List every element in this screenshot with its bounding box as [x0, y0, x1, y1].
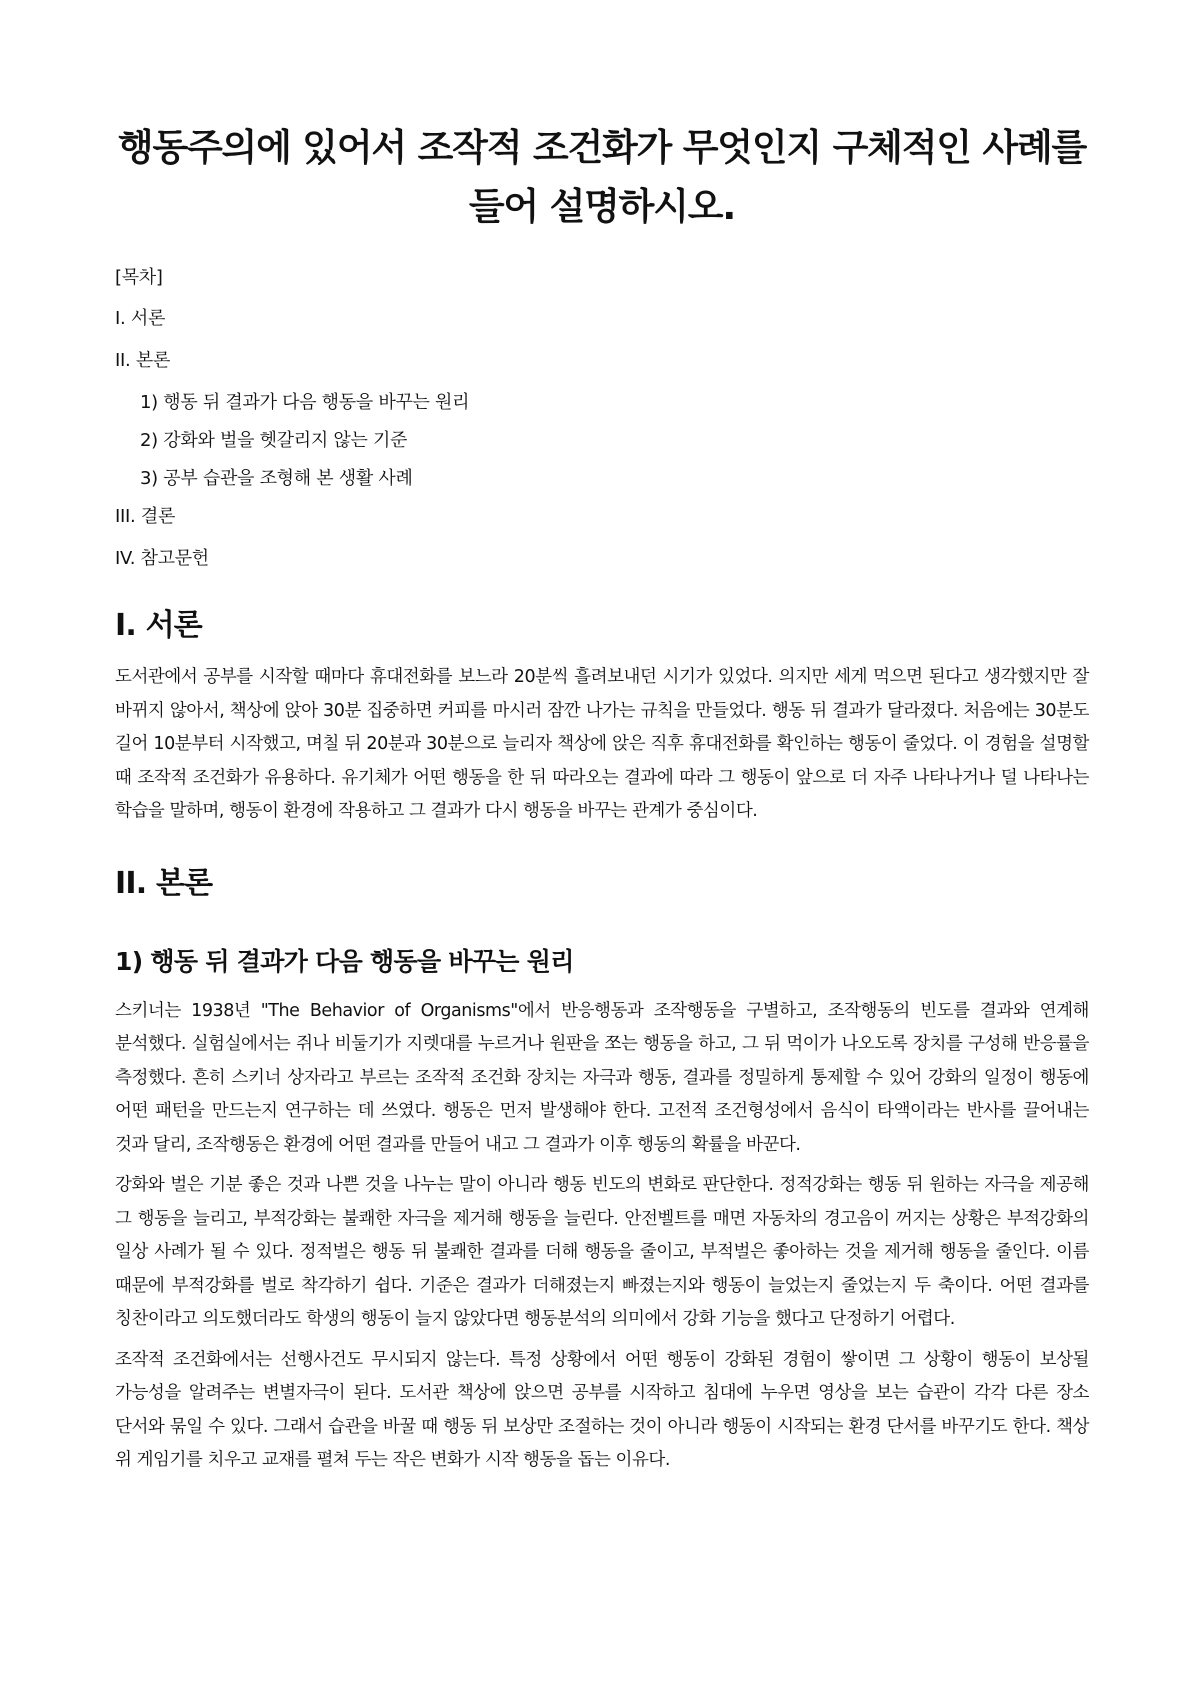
toc-item-conclusion: III. 결론 [115, 506, 176, 527]
toc-item-introduction: I. 서론 [115, 308, 166, 329]
toc-item-sub-1: 1) 행동 뒤 결과가 다음 행동을 바꾸는 원리 [140, 392, 470, 413]
body-paragraph-3: 조작적 조건화에서는 선행사건도 무시되지 않는다. 특정 상황에서 어떤 행동이 강화된 경험이 쌓이면 그 상황이 행동이 보상될 가능성을 알려주는 변별자극이 된다. 도서관 책상에 앉으면 공부를 시작하고 침대에 누우면 영상을 보는 습관이 각각 다른 장소 단서와 묶일 수 있다. 그래서 습관을 바꿀 때 행동 뒤 보상만 조절하는 것이 아니라 행동이 시작되는 환경 단서를 바꾸기도 한다. 책상 위 게임기를 치우고 교재를 펼쳐 두는 작은 변화가 시작 행동을 돕는 이유다. [115, 1349, 1089, 1470]
body-paragraph-1: 스키너는 1938년 "The Behavior of Organisms"에서 반응행동과 조작행동을 구별하고, 조작행동의 빈도를 결과와 연계해 분석했다. 실험실에서는 쥐나 비둘기가 지렛대를 누르거나 원판을 쪼는 행동을 하고, 그 뒤 먹이가 나오도록 장치를 구성해 반응률을 측정했다. 흔히 스키너 상자라고 부르는 조작적 조건화 장치는 자극과 행동, 결과를 정밀하게 통제할 수 있어 강화의 일정이 행동에 어떤 패턴을 만드는지 연구하는 데 쓰였다. 행동은 먼저 발생해야 한다. 고전적 조건형성에서 음식이 타액이라는 반사를 끌어내는 것과 달리, 조작행동은 환경에 어떤 결과를 만들어 내고 그 결과가 이후 행동의 확률을 바꾼다. [115, 1000, 1089, 1155]
subsection-heading-1: 1) 행동 뒤 결과가 다음 행동을 바꾸는 원리 [115, 946, 574, 976]
section-heading-main-body: II. 본론 [115, 865, 213, 901]
toc-item-sub-3: 3) 공부 습관을 조형해 본 생활 사례 [140, 468, 413, 489]
toc-item-references: IV. 참고문헌 [115, 548, 209, 569]
document-title: 행동주의에 있어서 조작적 조건화가 무엇인지 구체적인 사례를 들어 설명하시오. [117, 126, 1087, 228]
toc-heading: [목차] [115, 267, 163, 288]
table-of-contents [115, 266, 1089, 571]
toc-item-sub-2: 2) 강화와 벌을 헷갈리지 않는 기준 [140, 430, 408, 451]
section-heading-introduction: I. 서론 [115, 608, 202, 643]
intro-paragraph: 도서관에서 공부를 시작할 때마다 휴대전화를 보느라 20분씩 흘려보내던 시기가 있었다. 의지만 세게 먹으면 된다고 생각했지만 잘 바뀌지 않아서, 책상에 앉아 30분 집중하면 커피를 마시러 잠깐 나가는 규칙을 만들었다. 행동 뒤 결과가 달라졌다. 처음에는 30분도 길어 10분부터 시작했고, 며칠 뒤 20분과 30분으로 늘리자 책상에 앉은 직후 휴대전화를 확인하는 행동이 줄었다. 이 경험을 설명할 때 조작적 조건화가 유용하다. 유기체가 어떤 행동을 한 뒤 따라오는 결과에 따라 그 행동이 앞으로 더 자주 나타나거나 덜 나타나는 학습을 말하며, 행동이 환경에 작용하고 그 결과가 다시 행동을 바꾸는 관계가 중심이다. [115, 667, 1090, 821]
body-paragraph-2: 강화와 벌은 기분 좋은 것과 나쁜 것을 나누는 말이 아니라 행동 빈도의 변화로 판단한다. 정적강화는 행동 뒤 원하는 자극을 제공해 그 행동을 늘리고, 부적강화는 불쾌한 자극을 제거해 행동을 늘린다. 안전벨트를 매면 자동차의 경고음이 꺼지는 상황은 부적강화의 일상 사례가 될 수 있다. 정적벌은 행동 뒤 불쾌한 결과를 더해 행동을 줄이고, 부적벌은 좋아하는 것을 제거해 행동을 줄인다. 이름 때문에 부적강화를 벌로 착각하기 쉽다. 기준은 결과가 더해졌는지 빠졌는지와 행동이 늘었는지 줄었는지 두 축이다. 어떤 결과를 칭찬이라고 의도했더라도 학생의 행동이 늘지 않았다면 행동분석의 의미에서 강화 기능을 했다고 단정하기 어렵다. [115, 1175, 1089, 1329]
toc-item-main-body: II. 본론 [115, 350, 171, 371]
